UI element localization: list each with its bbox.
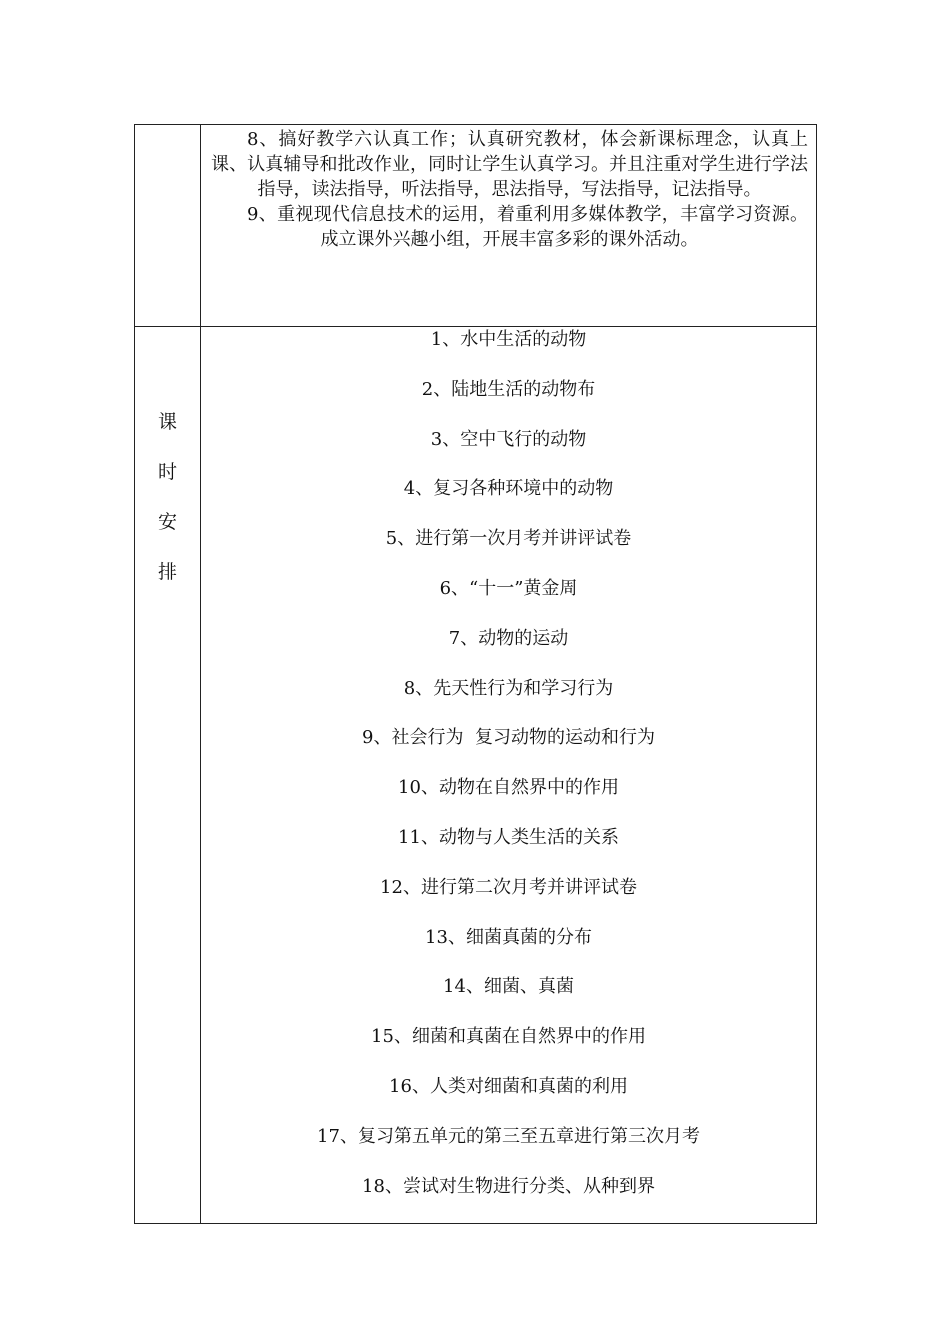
schedule-item: 3、空中飞行的动物: [430, 428, 587, 450]
schedule-item: 4、复习各种环境中的动物: [403, 478, 614, 500]
measure-item-8: 8、搞好教学六认真工作；认真研究教材，体会新课标理念，认真上课、认真辅导和批改作业，同时让学生认真学习。并且注重对学生进行学法指导，读法指导，听法指导，思法指导，写法指导，记法指导。: [211, 129, 808, 200]
schedule-item: 5、进行第一次月考并讲评试卷: [385, 528, 632, 550]
plan-table: [134, 124, 817, 1224]
schedule-item: 1、水中生活的动物: [430, 329, 587, 350]
schedule-label: [135, 397, 200, 597]
schedule-item: 7、动物的运动: [448, 627, 569, 649]
schedule-item: 15、细菌和真菌在自然界中的作用: [371, 1026, 646, 1048]
measures-row: [135, 125, 817, 327]
schedule-label-cell: [135, 327, 201, 1224]
schedule-item: 10、动物在自然界中的作用: [398, 777, 619, 799]
measures-cell: [201, 125, 817, 327]
schedule-item: 8、先天性行为和学习行为: [403, 677, 614, 699]
schedule-label-char: 时: [157, 461, 177, 483]
schedule-item: 14、细菌、真菌: [443, 976, 574, 998]
schedule-item: 11、动物与人类生活的关系: [398, 826, 619, 848]
schedule-item: 13、细菌真菌的分布: [425, 926, 592, 948]
schedule-list: [201, 327, 816, 1223]
schedule-item: 18、尝试对生物进行分类、从种到界: [362, 1175, 655, 1197]
schedule-item: 6、“十一”黄金周: [439, 577, 578, 599]
schedule-label-char: 课: [157, 411, 177, 433]
measure-item-9: 9、重视现代信息技术的运用，着重利用多媒体教学，丰富学习资源。成立课外兴趣小组，开展丰富多彩的课外活动。: [247, 204, 808, 250]
schedule-label-char: 安: [157, 511, 177, 533]
schedule-item: 9、社会行为 复习动物的运动和行为: [362, 727, 655, 749]
schedule-item: 2、陆地生活的动物布: [421, 378, 596, 400]
schedule-row: [135, 327, 817, 1224]
schedule-item: 17、复习第五单元的第三至五章进行第三次月考: [317, 1125, 700, 1147]
schedule-cell: [201, 327, 817, 1224]
schedule-label-char: 排: [157, 561, 177, 583]
schedule-item: 16、人类对细菌和真菌的利用: [389, 1075, 628, 1097]
measures-label-cell: [135, 125, 201, 327]
schedule-item: 12、进行第二次月考并讲评试卷: [380, 876, 637, 898]
